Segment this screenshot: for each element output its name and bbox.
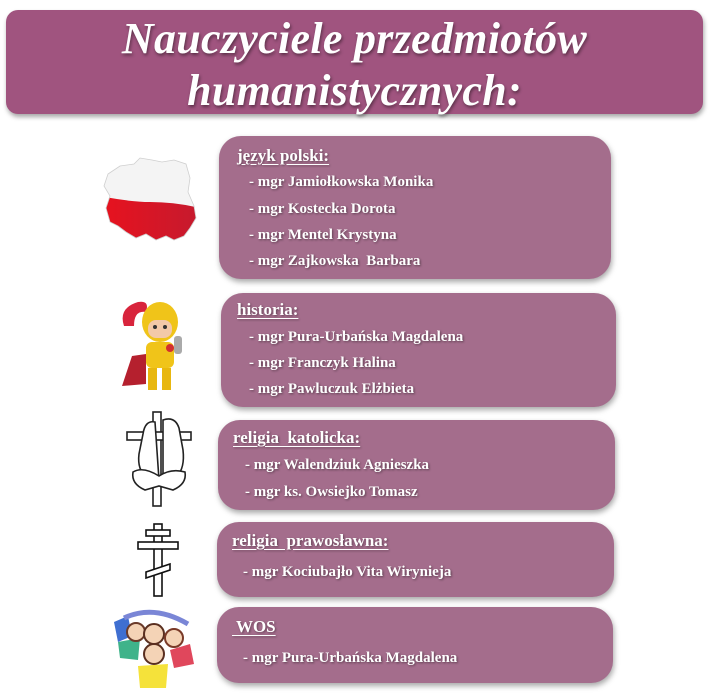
subject-title: WOS [232, 617, 276, 636]
poland-map-flag-icon [100, 156, 200, 248]
subject-title: religia prawosławna: [232, 531, 389, 550]
teacher-item: - mgr Kociubajło Vita Wirynieja [243, 564, 452, 580]
teacher-item: - mgr Jamiołkowska Monika [249, 174, 434, 190]
knight-icon [116, 296, 200, 394]
subject-card-wos [217, 607, 613, 683]
subject-title: historia: [237, 300, 299, 319]
teacher-item: - mgr Pura-Urbańska Magdalena [249, 329, 464, 345]
subject-title: język polski: [237, 146, 330, 165]
teacher-item: - mgr Walendziuk Agnieszka [245, 457, 430, 473]
teacher-item: - mgr Pawluczuk Elżbieta [249, 381, 415, 397]
children-group-icon [110, 608, 198, 690]
teacher-item: - mgr Zajkowska Barbara [249, 253, 421, 269]
teacher-item: - mgr Franczyk Halina [249, 355, 396, 371]
teacher-item: - mgr Kostecka Dorota [249, 201, 396, 217]
orthodox-cross-icon [134, 522, 182, 598]
teacher-item: - mgr ks. Owsiejko Tomasz [245, 484, 418, 500]
praying-hands-cross-icon [123, 410, 195, 508]
teacher-item: - mgr Pura-Urbańska Magdalena [243, 650, 458, 666]
page-title-banner [6, 10, 703, 114]
subject-card-catholic-religion [218, 420, 615, 510]
subject-card-history [221, 293, 616, 407]
subject-card-polish [219, 136, 611, 279]
page-title-line-2: humanistycznych: [187, 66, 522, 115]
subject-title: religia katolicka: [233, 428, 361, 447]
teacher-item: - mgr Mentel Krystyna [249, 227, 397, 243]
page-title-line-1: Nauczyciele przedmiotów [121, 14, 588, 63]
subject-card-orthodox-religion [217, 522, 614, 597]
